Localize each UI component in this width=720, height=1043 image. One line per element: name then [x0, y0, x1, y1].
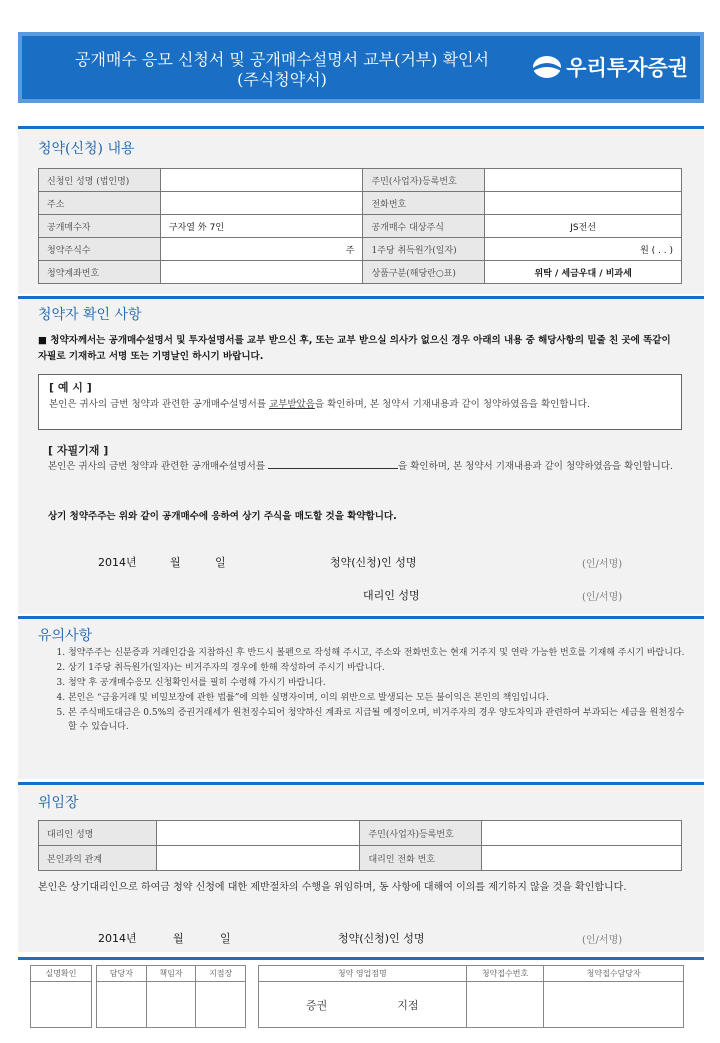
receipt-number-field[interactable] — [466, 982, 544, 1028]
example-underlined-text: 교부받았음 — [269, 399, 315, 410]
branch-left-text: 증권 — [306, 998, 328, 1012]
share-count-label: 청약주식수 — [39, 238, 161, 261]
acquisition-cost-field[interactable]: 원 ( . . ) — [485, 238, 682, 261]
pledge-text: 상기 청약주주는 위와 같이 공개매수에 응하여 상기 주식을 매도할 것을 확약합니다. — [48, 511, 397, 522]
proxy-id-field[interactable] — [482, 821, 682, 846]
footer-branch-table — [258, 965, 684, 1028]
account-number-field[interactable] — [160, 261, 363, 284]
title-line-2: (주식청약서) — [237, 70, 327, 89]
handwrite-text — [48, 459, 688, 474]
logo-icon — [532, 55, 562, 79]
date-month: 월 — [173, 932, 184, 945]
branch-head-label: 지점장 — [196, 966, 246, 982]
table-row — [39, 821, 682, 846]
section-title: 유의사항 — [38, 628, 93, 644]
receipt-number-label: 청약접수번호 — [466, 966, 544, 982]
delegation-statement: 본인은 상기대리인으로 하여금 청약 신청에 대한 제반절차의 수행을 위임하며, 동 사항에 대해여 이의를 제기하지 않을 것을 확인합니다. — [38, 882, 627, 893]
application-table — [38, 168, 682, 284]
staff-label: 담당자 — [97, 966, 147, 982]
table-row — [39, 192, 682, 215]
manager-label: 책임자 — [146, 966, 196, 982]
branch-name-label: 청약 영업점명 — [259, 966, 467, 982]
list-item: 1. 청약주주는 신분증과 거래인감을 지참하신 후 반드시 볼펜으로 작성해 주시고, 주소와 전화번호는 현재 거주지 및 연락 가능한 번호를 기재해 주시기 바랍니다. — [68, 646, 686, 660]
signer-label: 청약(신청)인 성명 — [330, 556, 417, 569]
table-row — [39, 169, 682, 192]
table-row — [39, 846, 682, 871]
address-label: 주소 — [39, 192, 161, 215]
handwrite-title: [ 자필기재 ] — [48, 444, 109, 457]
example-text — [49, 397, 671, 412]
phone-label: 전화번호 — [363, 192, 485, 215]
document-title — [22, 50, 542, 90]
table-row — [39, 215, 682, 238]
section-title: 청약자 확인 사항 — [38, 307, 142, 323]
company-logo — [532, 52, 688, 82]
staff-stamp-field[interactable] — [97, 982, 147, 1028]
handwrite-text-pre: 본인은 귀사의 금번 청약과 관련한 공개매수설명서를 — [48, 461, 269, 472]
handwrite-text-post: 을 확인하며, 본 청약서 기재내용과 같이 청약하였음을 확인합니다. — [398, 461, 673, 472]
phone-field[interactable] — [485, 192, 682, 215]
logo-text: 우리투자증권 — [566, 56, 688, 80]
id-number-label: 주민(사업자)등록번호 — [363, 169, 485, 192]
applicant-name-field[interactable] — [160, 169, 363, 192]
confirmation-section — [18, 296, 704, 614]
id-number-field[interactable] — [485, 169, 682, 192]
address-field[interactable] — [160, 192, 363, 215]
product-type-options[interactable]: 위탁 / 세금우대 / 비과세 — [485, 261, 682, 284]
receipt-staff-label: 청약접수담당자 — [544, 966, 684, 982]
target-stock-value: JS전선 — [485, 215, 682, 238]
date-day: 일 — [220, 932, 231, 945]
table-row — [39, 261, 682, 284]
footer-id-check-table — [30, 965, 92, 1028]
id-check-label: 실명확인 — [31, 966, 92, 982]
date-month: 월 — [170, 556, 181, 569]
notes-list — [56, 646, 686, 735]
share-count-field[interactable]: 주 — [160, 238, 363, 261]
section-title: 위임장 — [38, 795, 79, 811]
table-row — [39, 238, 682, 261]
product-type-label: 상품구분(해당란○표) — [363, 261, 485, 284]
manager-stamp-field[interactable] — [146, 982, 196, 1028]
footer-approval-table — [96, 965, 246, 1028]
date-year: 2014년 — [98, 932, 137, 945]
acquisition-cost-label: 1주당 취득원가(일자) — [363, 238, 485, 261]
proxy-name-field[interactable] — [156, 821, 360, 846]
relationship-label: 본인과의 관계 — [39, 846, 157, 871]
list-item: 4. 본인은 “금융거래 및 비밀보장에 관한 법률”에 의한 실명자이며, 이의 위반으로 발생되는 모든 불이익은 본인의 책임입니다. — [68, 691, 686, 705]
document-header — [18, 32, 704, 103]
example-box — [38, 374, 682, 430]
relationship-field[interactable] — [156, 846, 360, 871]
list-item: 5. 본 주식매도대금은 0.5%의 증권거래세가 원천징수되어 청약하신 계좌로 지급될 예정이오며, 비거주자의 경우 양도차익과 관련하여 부과되는 세금을 원천징수할 수 있습니다. — [68, 706, 686, 734]
receipt-staff-field[interactable] — [544, 982, 684, 1028]
proxy-label: 대리인 성명 — [363, 589, 420, 602]
example-text-post: 을 확인하며, 본 청약서 기재내용과 같이 청약하였음을 확인합니다. — [314, 399, 590, 410]
title-line-1: 공개매수 응모 신청서 및 공개매수설명서 교부(거부) 확인서 — [75, 50, 489, 69]
branch-right-text: 지점 — [397, 998, 419, 1012]
target-stock-label: 공개매수 대상주식 — [363, 215, 485, 238]
example-text-pre: 본인은 귀사의 금번 청약과 관련한 공개매수설명서를 — [49, 399, 270, 410]
example-title: [ 예 시 ] — [49, 381, 92, 394]
proxy-name-label: 대리인 성명 — [39, 821, 157, 846]
branch-head-stamp-field[interactable] — [196, 982, 246, 1028]
application-section — [18, 126, 704, 294]
instruction-text: ■ 청약자께서는 공개매수설명서 및 투자설명서를 교부 받으신 후, 또는 교부 받으실 의사가 없으신 경우 아래의 내용 중 해당사항의 밑줄 친 곳에 똑같이 자필로 기재하고 서명 또는 기명날인 하시기 바랍니다. — [38, 335, 671, 362]
date-day: 일 — [215, 556, 226, 569]
signer-seal-field[interactable]: (인/서명) — [582, 935, 623, 946]
proxy-phone-label: 대리인 전화 번호 — [360, 846, 482, 871]
handwrite-blank-field[interactable] — [268, 459, 398, 469]
list-item: 2. 상기 1주당 취득원가(일자)는 비거주자의 경우에 한해 작성하여 주시기 바랍니다. — [68, 661, 686, 675]
proxy-id-label: 주민(사업자)등록번호 — [360, 821, 482, 846]
id-check-stamp-field[interactable] — [31, 982, 92, 1028]
date-year: 2014년 — [98, 556, 137, 569]
branch-name-field[interactable] — [259, 982, 467, 1028]
signer-label: 청약(신청)인 성명 — [338, 932, 425, 945]
section-title: 청약(신청) 내용 — [38, 141, 135, 157]
footer-divider — [18, 957, 704, 960]
signer-seal-field[interactable]: (인/서명) — [582, 559, 623, 570]
account-number-label: 청약계좌번호 — [39, 261, 161, 284]
applicant-name-label: 신청인 성명 (법인명) — [39, 169, 161, 192]
notes-section — [18, 616, 704, 779]
tender-offeror-label: 공개매수자 — [39, 215, 161, 238]
proxy-phone-field[interactable] — [482, 846, 682, 871]
power-of-attorney-section — [18, 782, 704, 952]
proxy-table — [38, 820, 682, 871]
proxy-seal-field[interactable]: (인/서명) — [582, 592, 623, 603]
tender-offeror-value: 구자열 外 7인 — [160, 215, 363, 238]
list-item: 3. 청약 후 공개매수응모 신청확인서를 필히 수령해 가시기 바랍니다. — [68, 676, 686, 690]
